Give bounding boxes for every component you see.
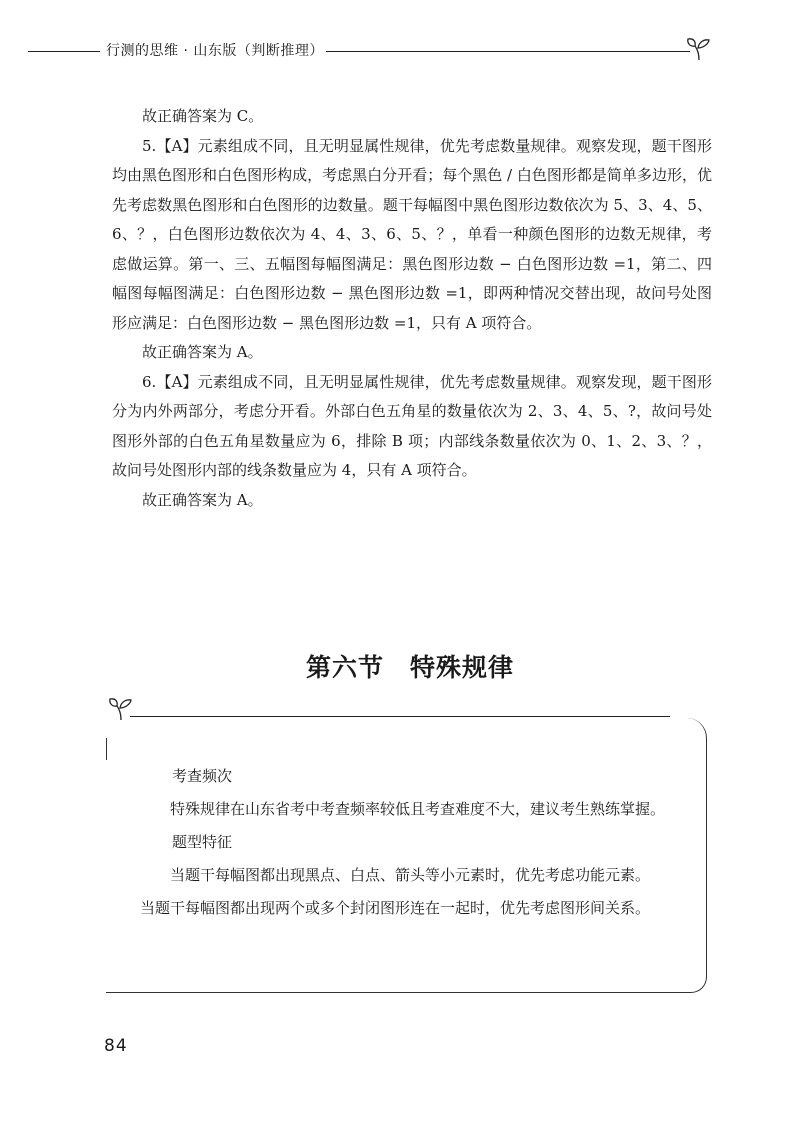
running-header-title: 行测的思维 · 山东版（判断推理） <box>106 43 324 59</box>
features-line: 当题干每幅图都出现黑点、白点、箭头等小元素时，优先考虑功能元素。 <box>170 866 651 884</box>
header-rule-left <box>28 51 100 52</box>
frequency-label: 考查频次 <box>172 767 233 785</box>
explanation-paragraph: 6.【A】元素组成不同，且无明显属性规律，优先考虑数量规律。观察发现，题干图形分为内外两部分，考虑分开看。外部白色五角星的数量依次为 2、3、4、5、?，故问号处图形外部的白色五角星数量应为 6，排除 B 项；内部线条数量依次为 0、1、2、3、？，故问号处图形内部的线条数量应为 4，只有 A 项符合。 <box>112 372 712 479</box>
header-rule-right <box>326 51 690 52</box>
frequency-text: 特殊规律在山东省考中考查频率较低且考查难度不大，建议考生熟练掌握。 <box>170 800 666 818</box>
page-number: 84 <box>104 1036 128 1056</box>
sprout-icon <box>686 36 712 62</box>
answer-line: 故正确答案为 C。 <box>142 107 264 125</box>
answer-line: 故正确答案为 A。 <box>142 343 263 361</box>
answer-line: 故正确答案为 A。 <box>142 490 263 509</box>
features-label: 题型特征 <box>172 833 233 851</box>
section-heading: 第六节 特殊规律 <box>305 653 514 682</box>
running-header <box>0 36 800 66</box>
info-box-content <box>140 760 692 925</box>
box-top-rule <box>130 716 670 717</box>
answer-explanations <box>112 102 712 515</box>
explanation-paragraph: 5.【A】元素组成不同，且无明显属性规律，优先考虑数量规律。观察发现，题干图形均由黑色图形和白色图形构成，考虑黑白分开看；每个黑色 / 白色图形都是简单多边形，优先考虑数黑色图形和白色图形的边数量。题干每幅图中黑色图形边数依次为 5、3、4、5、6、？，白色图形边数依次为 4、4、3、6、5、？，单看一种颜色图形的边数无规律，考虑做运算。第一、三、五幅图每幅图满足：黑色图形边数 − 白色图形边数 =1，第二、四幅图每幅图满足：白色图形边数 − 黑色图形边数 =1，即两种情况交替出现，故问号处图形应满足：白色图形边数 − 黑色图形边数 =1，只有 A 项符合。 <box>112 136 712 332</box>
features-line: 当题干每幅图都出现两个或多个封闭图形连在一起时，优先考虑图形间关系。 <box>140 899 651 917</box>
box-left-tick <box>106 738 107 760</box>
